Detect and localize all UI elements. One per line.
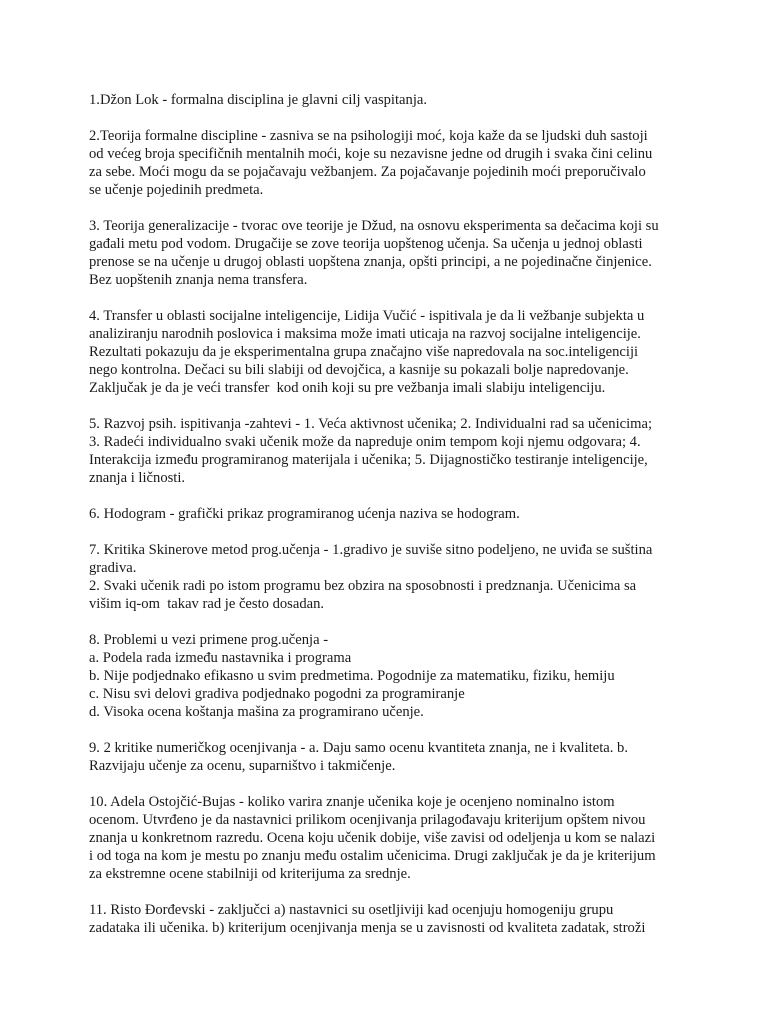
paragraph-9 — [89, 739, 689, 775]
text-line: 11. Risto Đorđevski - zaključci a) nastavnici su osetljiviji kad ocenjuju homogeniju grupu — [89, 902, 614, 918]
paragraph-5 — [89, 415, 689, 487]
text-line: znanja u konkretnom razredu. Ocena koju učenik dobije, više zavisi od odeljenja u kom se nalazi — [89, 830, 656, 846]
text-line: 2. Svaki učenik radi po istom programu bez obzira na sposobnosti i predznanja. Učenicima sa — [89, 578, 637, 594]
text-line: višim iq-om takav rad je često dosadan. — [89, 596, 325, 612]
text-line: 9. 2 kritike numeričkog ocenjivanja - a. Daju samo ocenu kvantiteta znanja, ne i kvaliteta. b. — [89, 740, 628, 756]
text-line: Rezultati pokazuju da je eksperimentalna grupa značajno više napredovala na soc.inteligenciji — [89, 344, 639, 360]
text-line: znanja i ličnosti. — [89, 470, 186, 486]
paragraph-6 — [89, 505, 689, 523]
text-line: zadataka ili učenika. b) kriterijum ocenjivanja menja se u zavisnosti od kvaliteta zadatak, stroži — [89, 920, 646, 936]
text-line: gradiva. — [89, 560, 137, 576]
text-line: za sebe. Moći mogu da se pojačavaju vežbanjem. Za pojačavanje pojedinih moći preporučivalo — [89, 164, 646, 180]
paragraph-10 — [89, 793, 689, 883]
text-line: od većeg broja specifičnih mentalnih moći, koje su nezavisne jedne od drugih i svaka čini celinu — [89, 146, 653, 162]
paragraph-7 — [89, 541, 689, 613]
text-line: Zaključak je da je veći transfer kod onih koji su pre vežbanja imali slabiju inteligenciju. — [89, 380, 606, 396]
paragraph-1 — [89, 91, 689, 109]
text-line: 8. Problemi u vezi primene prog.učenja - — [89, 632, 329, 648]
text-line: 7. Kritika Skinerove metod prog.učenja - 1.gradivo je suviše sitno podeljeno, ne uviđa se suština — [89, 542, 653, 558]
text-line: prenose se na učenje u drugoj oblasti uopštena znanja, opšti principi, a ne pojedinačne činjenice. — [89, 254, 652, 270]
paragraph-8 — [89, 631, 689, 721]
text-line: Razvijaju učenje za ocenu, suparništvo i takmičenje. — [89, 758, 396, 774]
text-line: Interakcija između programiranog materijala i učenika; 5. Dijagnostičko testiranje inteligencije, — [89, 452, 648, 468]
paragraph-11 — [89, 901, 689, 937]
text-line: a. Podela rada između nastavnika i programa — [89, 650, 352, 666]
text-line: 1.Džon Lok - formalna disciplina je glavni cilj vaspitanja. — [89, 92, 427, 108]
text-line: gađali metu pod vodom. Drugačije se zove teorija uopštenog učenja. Sa učenja u jednoj oblasti — [89, 236, 643, 252]
paragraph-2 — [89, 127, 689, 199]
text-line: b. Nije podjednako efikasno u svim predmetima. Pogodnije za matematiku, fiziku, hemiju — [89, 668, 615, 684]
document-body — [89, 91, 689, 955]
text-line: 5. Razvoj psih. ispitivanja -zahtevi - 1. Veća aktivnost učenika; 2. Individualni rad sa učenicima; — [89, 416, 653, 432]
paragraph-4 — [89, 307, 689, 397]
text-line: 2.Teorija formalne discipline - zasniva se na psihologiji moć, koja kaže da se ljudski duh sastoji — [89, 128, 648, 144]
text-line: 10. Adela Ostojčić-Bujas - koliko varira znanje učenika koje je ocenjeno nominalno istom — [89, 794, 615, 810]
text-line: 4. Transfer u oblasti socijalne inteligencije, Lidija Vučić - ispitivala je da li vežbanje subjekta u — [89, 308, 645, 324]
text-line: ocenom. Utvrđeno je da nastavnici prilikom ocenjivanja prilagođavaju kriterijum opštem nivou — [89, 812, 646, 828]
text-line: 6. Hodogram - grafički prikaz programiranog ućenja naziva se hodogram. — [89, 506, 520, 522]
text-line: d. Visoka ocena koštanja mašina za programirano učenje. — [89, 704, 424, 720]
text-line: c. Nisu svi delovi gradiva podjednako pogodni za programiranje — [89, 686, 465, 702]
text-line: 3. Teorija generalizacije - tvorac ove teorije je Džud, na osnovu eksperimenta sa dečacima koji su — [89, 218, 659, 234]
text-line: analiziranju narodnih poslovica i maksima može imati uticaja na razvoj socijalne inteligencije. — [89, 326, 641, 342]
text-line: se učenje pojedinih predmeta. — [89, 182, 264, 198]
text-line: za ekstremne ocene stabilniji od kriterijuma za srednje. — [89, 866, 411, 882]
text-line: nego kontrolna. Dečaci su bili slabiji od devojčica, a kasnije su pokazali bolje napredovanje. — [89, 362, 629, 378]
text-line: Bez uopštenih znanja nema transfera. — [89, 272, 308, 288]
paragraph-3 — [89, 217, 689, 289]
text-line: 3. Radeći individualno svaki učenik može da napreduje onim tempom koji njemu odgovara; 4. — [89, 434, 641, 450]
text-line: i od toga na kom je mestu po znanju među ostalim učenicima. Drugi zaključak je da je kriterijum — [89, 848, 656, 864]
